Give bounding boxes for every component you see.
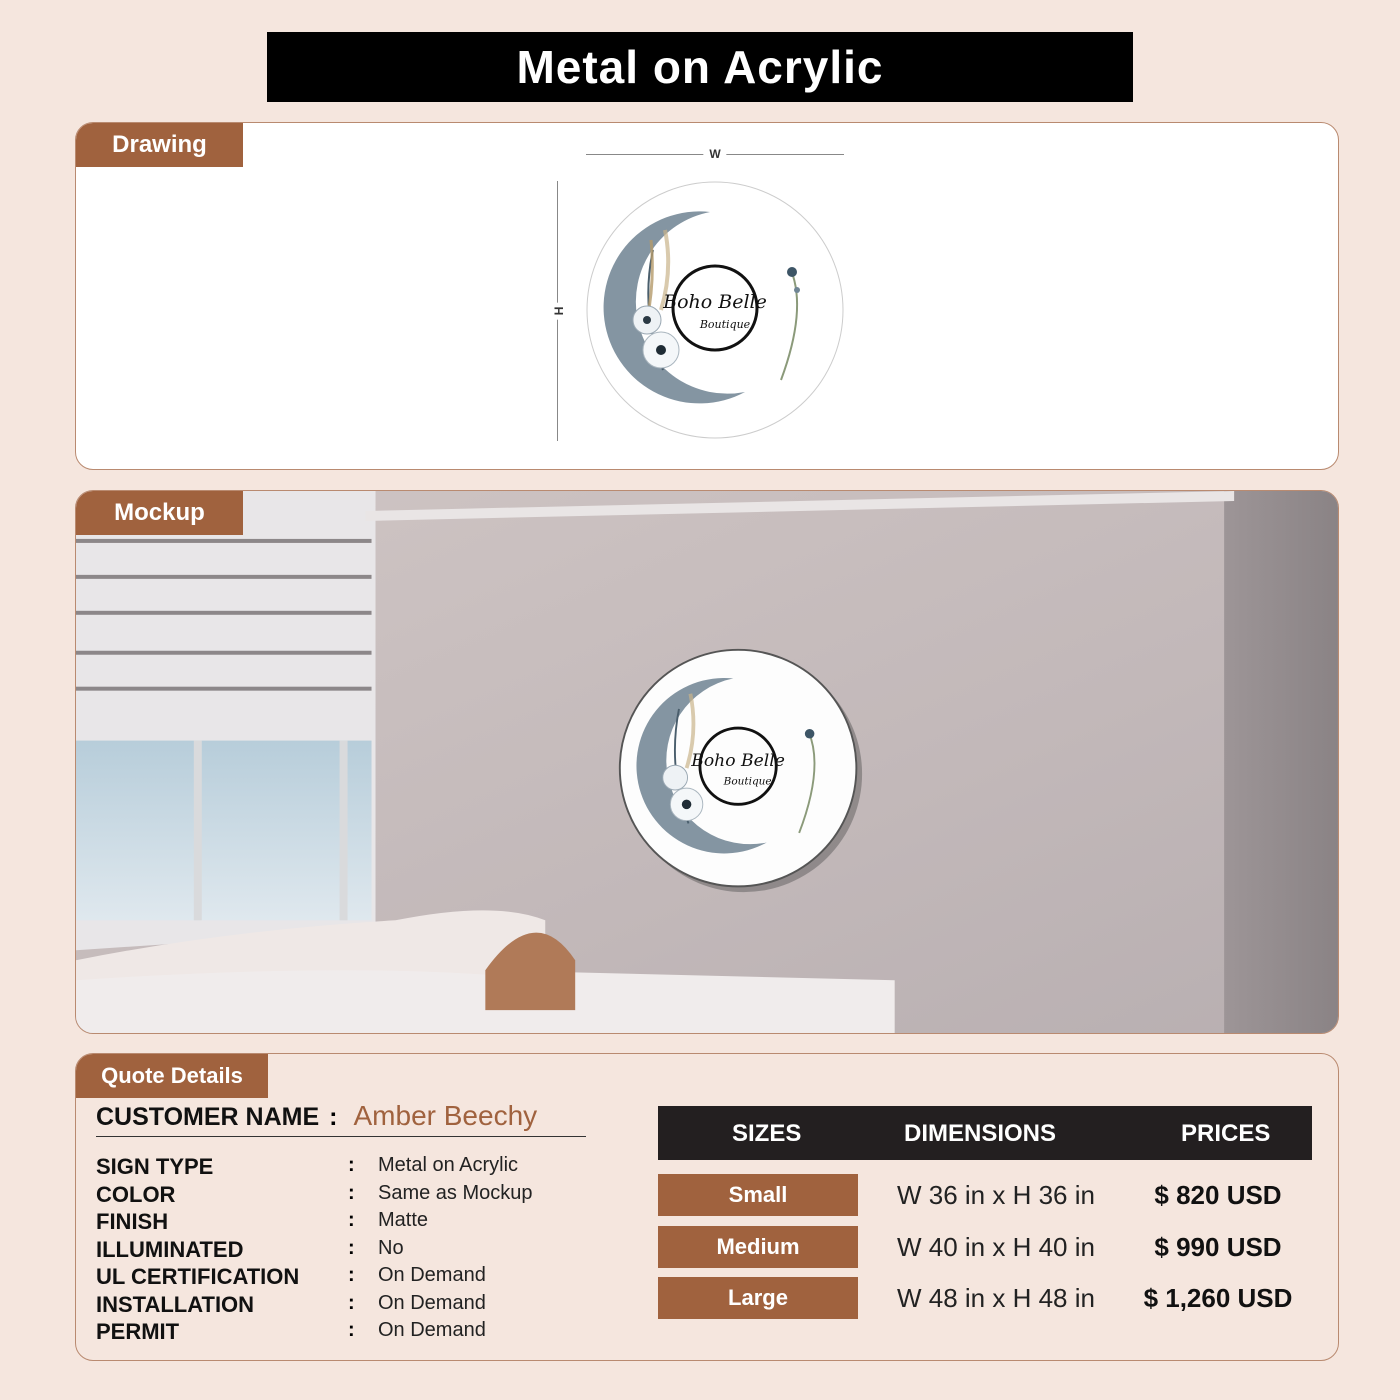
price-table-header — [658, 1106, 1312, 1160]
price-value: $ 1,260 USD — [1143, 1283, 1293, 1313]
sign-mockup — [616, 646, 864, 894]
spec-label: INSTALLATION — [96, 1291, 255, 1317]
mockup-sign-subname: Boutique — [723, 775, 772, 788]
spec-value: On Demand — [378, 1264, 486, 1286]
spec-label: UL CERTIFICATION — [96, 1264, 300, 1289]
spec-value: On Demand — [378, 1319, 486, 1341]
spec-separator: : — [348, 1291, 355, 1314]
customer-row — [96, 1100, 586, 1137]
size-badge: Large — [658, 1277, 858, 1319]
price-row-large — [658, 1277, 1312, 1319]
price-value: $ 820 USD — [1154, 1180, 1282, 1210]
spec-value: Same as Mockup — [378, 1181, 533, 1204]
spec-value: Metal on Acrylic — [378, 1154, 519, 1176]
width-dimension — [586, 147, 844, 163]
mockup-panel — [75, 490, 1339, 1034]
spec-separator: : — [348, 1319, 355, 1341]
spec-separator: : — [348, 1209, 355, 1231]
header-dimensions: DIMENSIONS — [904, 1120, 1057, 1147]
size-badge: Small — [658, 1174, 858, 1216]
spec-label: PERMIT — [96, 1319, 180, 1344]
dimensions-value: W 36 in x H 36 in — [897, 1180, 1095, 1210]
drawing-tab: Drawing — [76, 123, 243, 167]
sign-drawing — [585, 180, 845, 440]
price-value: $ 990 USD — [1154, 1232, 1282, 1262]
header-sizes: SIZES — [732, 1120, 802, 1147]
mockup-sign-name: Boho Belle — [691, 751, 785, 772]
spec-separator: : — [348, 1236, 355, 1259]
sign-subname: Boutique — [699, 318, 751, 331]
drawing-panel — [75, 122, 1339, 470]
quote-panel — [75, 1053, 1339, 1361]
spec-value: No — [378, 1236, 404, 1259]
sign-name: Boho Belle — [663, 291, 767, 313]
mockup-tab: Mockup — [76, 491, 243, 535]
spec-value: On Demand — [378, 1291, 486, 1314]
spec-value: Matte — [378, 1209, 429, 1231]
customer-label: CUSTOMER NAME — [96, 1103, 320, 1131]
spec-label: ILLUMINATED — [96, 1236, 244, 1262]
spec-label: FINISH — [96, 1209, 169, 1234]
customer-separator: : — [329, 1103, 338, 1131]
customer-name: Amber Beechy — [353, 1100, 538, 1131]
height-label: H — [551, 303, 565, 320]
header-prices: PRICES — [1181, 1120, 1271, 1147]
dimensions-value: W 48 in x H 48 in — [897, 1283, 1095, 1313]
dimensions-value: W 40 in x H 40 in — [897, 1232, 1095, 1262]
spec-label: COLOR — [96, 1181, 176, 1207]
width-label: W — [703, 147, 726, 161]
price-row-small — [658, 1174, 1312, 1216]
height-dimension — [550, 181, 566, 441]
spec-separator: : — [348, 1154, 355, 1176]
price-row-medium — [658, 1226, 1312, 1268]
spec-separator: : — [348, 1181, 355, 1204]
spec-label: SIGN TYPE — [96, 1154, 214, 1179]
spec-separator: : — [348, 1264, 355, 1286]
quote-tab: Quote Details — [76, 1054, 268, 1098]
page-title: Metal on Acrylic — [267, 32, 1133, 102]
size-badge: Medium — [658, 1226, 858, 1268]
